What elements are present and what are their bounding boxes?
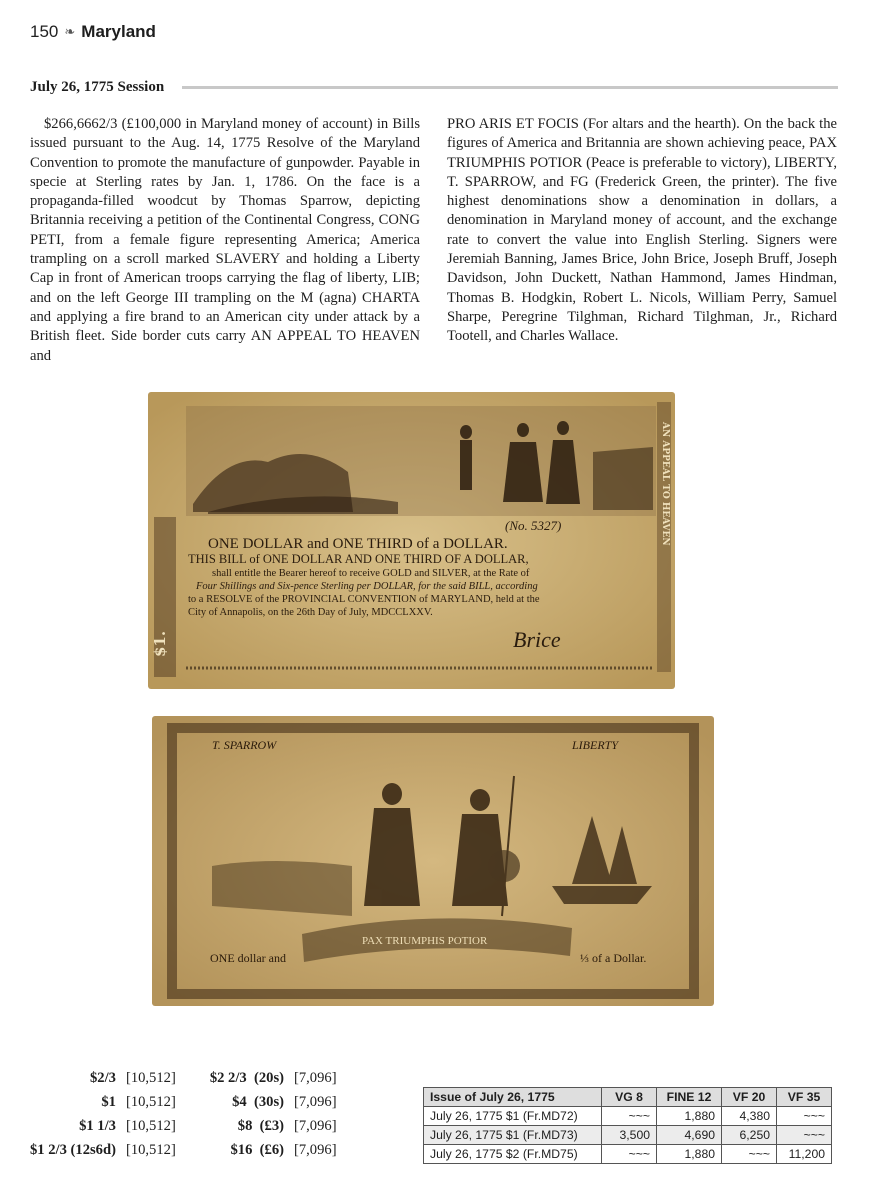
issue-cell: July 26, 1775 $1 (Fr.MD72)	[424, 1107, 602, 1126]
price-cell: 3,500	[602, 1126, 657, 1145]
note-line-4: Four Shillings and Six-pence Sterling per DOLLAR, for the said BILL, according	[196, 581, 538, 592]
denomination-row	[30, 1116, 337, 1140]
issue-cell: July 26, 1775 $1 (Fr.MD73)	[424, 1126, 602, 1145]
price-cell: ~~~	[777, 1107, 832, 1126]
catalog-left: [10,512]	[125, 1093, 176, 1110]
price-cell: 4,380	[722, 1107, 777, 1126]
denomination-row	[30, 1140, 337, 1164]
col-header-issue: Issue of July 26, 1775	[424, 1088, 602, 1107]
denominations-list	[30, 1068, 337, 1164]
price-cell: 11,200	[777, 1145, 832, 1164]
col-header-vg8: VG 8	[602, 1088, 657, 1107]
ornament-icon: ❧	[64, 24, 76, 39]
denomination-row	[30, 1068, 337, 1092]
catalog-left: [10,512]	[125, 1141, 176, 1158]
serial-number: (No. 5327)	[505, 518, 562, 533]
top-left-cut: T. SPARROW	[212, 738, 277, 752]
denomination-left: $2/3	[90, 1069, 116, 1086]
denomination-right: $8 (£3)	[237, 1117, 284, 1134]
catalog-right: [7,096]	[294, 1069, 337, 1086]
price-table	[423, 1087, 832, 1164]
issue-cell: July 26, 1775 $2 (Fr.MD75)	[424, 1145, 602, 1164]
price-row	[424, 1107, 832, 1126]
price-cell: 6,250	[722, 1126, 777, 1145]
banknote-front-svg	[148, 392, 675, 689]
price-cell: ~~~	[602, 1107, 657, 1126]
note-line-3: shall entitle the Bearer hereof to receive GOLD and SILVER, at the Rate of	[212, 568, 530, 579]
price-cell: 4,690	[657, 1126, 722, 1145]
session-title: July 26, 1775 Session	[30, 79, 165, 95]
price-cell: 1,880	[657, 1145, 722, 1164]
col-header-fine12: FINE 12	[657, 1088, 722, 1107]
note-line-5: to a RESOLVE of the PROVINCIAL CONVENTION of MARYLAND, held at the	[188, 594, 540, 605]
state-title: Maryland	[81, 22, 156, 41]
denomination-row	[30, 1092, 337, 1116]
woodcut-troops	[593, 447, 653, 510]
denomination-left: $1 1/3	[79, 1117, 116, 1134]
signature: Brice	[513, 627, 561, 652]
bottom-left-text: ONE dollar and	[210, 951, 286, 965]
catalog-left: [10,512]	[125, 1117, 176, 1134]
catalog-right: [7,096]	[294, 1093, 337, 1110]
side-denomination: $1.	[151, 630, 169, 657]
page-number: 150	[30, 22, 59, 41]
bottom-right-text: ⅓ of a Dollar.	[580, 951, 647, 965]
body-column-left	[30, 115, 420, 366]
motto-banner: PAX TRIUMPHIS POTIOR	[362, 935, 488, 947]
top-right-cut: LIBERTY	[572, 738, 619, 752]
side-motto: AN APPEAL TO HEAVEN	[660, 422, 670, 546]
price-row	[424, 1126, 832, 1145]
heading-rule	[182, 86, 838, 89]
denomination-right: $16 (£6)	[230, 1141, 284, 1158]
note-line-6: City of Annapolis, on the 26th Day of July, MDCCLXXV.	[188, 607, 433, 618]
body-text-right: PRO ARIS ET FOCIS (For altars and the hearth). On the back the figures of America and Britannia are shown achieving peace, PAX TRIUMPHIS POTIOR (Peace is preferable to victory), LIBERTY, T. SPARROW, and FG (Frederick Green, the printer). The five highest denominations show a denomination in dollars, a denomination in Maryland money of account, and the exchange rate to convert the value into English Sterling. Signers were Jeremiah Banning, James Brice, John Brice, Joseph Bruff, Joseph Davidson, John Duckett, Nathan Hammond, James Hindman, Thomas B. Hodgkin, Robert L. Nicols, William Perry, Samuel Sharpe, Peregrine Tilghman, Richard Tilghman, Jr., Richard Tootell, and Charles Wallace.	[447, 116, 837, 345]
banknote-front-image	[148, 392, 675, 689]
price-table-header	[424, 1088, 832, 1107]
banknote-back-image	[152, 716, 714, 1006]
banknote-back-svg	[152, 716, 714, 1006]
denomination-right: $4 (30s)	[232, 1093, 284, 1110]
body-column-right	[447, 115, 837, 347]
denomination-left: $1 2/3 (12s6d)	[30, 1141, 116, 1158]
denomination-left: $1	[101, 1093, 116, 1110]
body-text-left: $266,6662/3 (£100,000 in Maryland money of account) in Bills issued pursuant to the Aug. 14, 1775 Resolve of the Maryland Convention to promote the manufacture of gunpowder. Payable in specie at Sterling rates by Jan. 1, 1786. On the face is a propaganda-filled woodcut by Thomas Sparrow, depicting Britannia receiving a petition of the Continental Congress, CONG PETI, from a female figure representing America; America trampling on a scroll marked SLAVERY and holding a Liberty Cap in front of American troops carrying the flag of liberty, LIB; and on the left George III trampling on the M (agna) CHARTA and applying a fire brand to an American city under attack by a British fleet. Side border cuts carry AN APPEAL TO HEAVEN and	[30, 116, 420, 364]
note-line-2: THIS BILL of ONE DOLLAR AND ONE THIRD OF A DOLLAR,	[188, 552, 529, 566]
running-header	[30, 22, 156, 42]
price-cell: ~~~	[777, 1126, 832, 1145]
catalog-left: [10,512]	[125, 1069, 176, 1086]
note-line-1: ONE DOLLAR and ONE THIRD of a DOLLAR.	[208, 536, 508, 552]
price-cell: ~~~	[602, 1145, 657, 1164]
price-row	[424, 1145, 832, 1164]
catalog-right: [7,096]	[294, 1117, 337, 1134]
session-heading	[30, 79, 838, 96]
price-cell: ~~~	[722, 1145, 777, 1164]
col-header-vf35: VF 35	[777, 1088, 832, 1107]
denomination-right: $2 2/3 (20s)	[209, 1069, 284, 1086]
price-cell: 1,880	[657, 1107, 722, 1126]
col-header-vf20: VF 20	[722, 1088, 777, 1107]
catalog-right: [7,096]	[294, 1141, 337, 1158]
